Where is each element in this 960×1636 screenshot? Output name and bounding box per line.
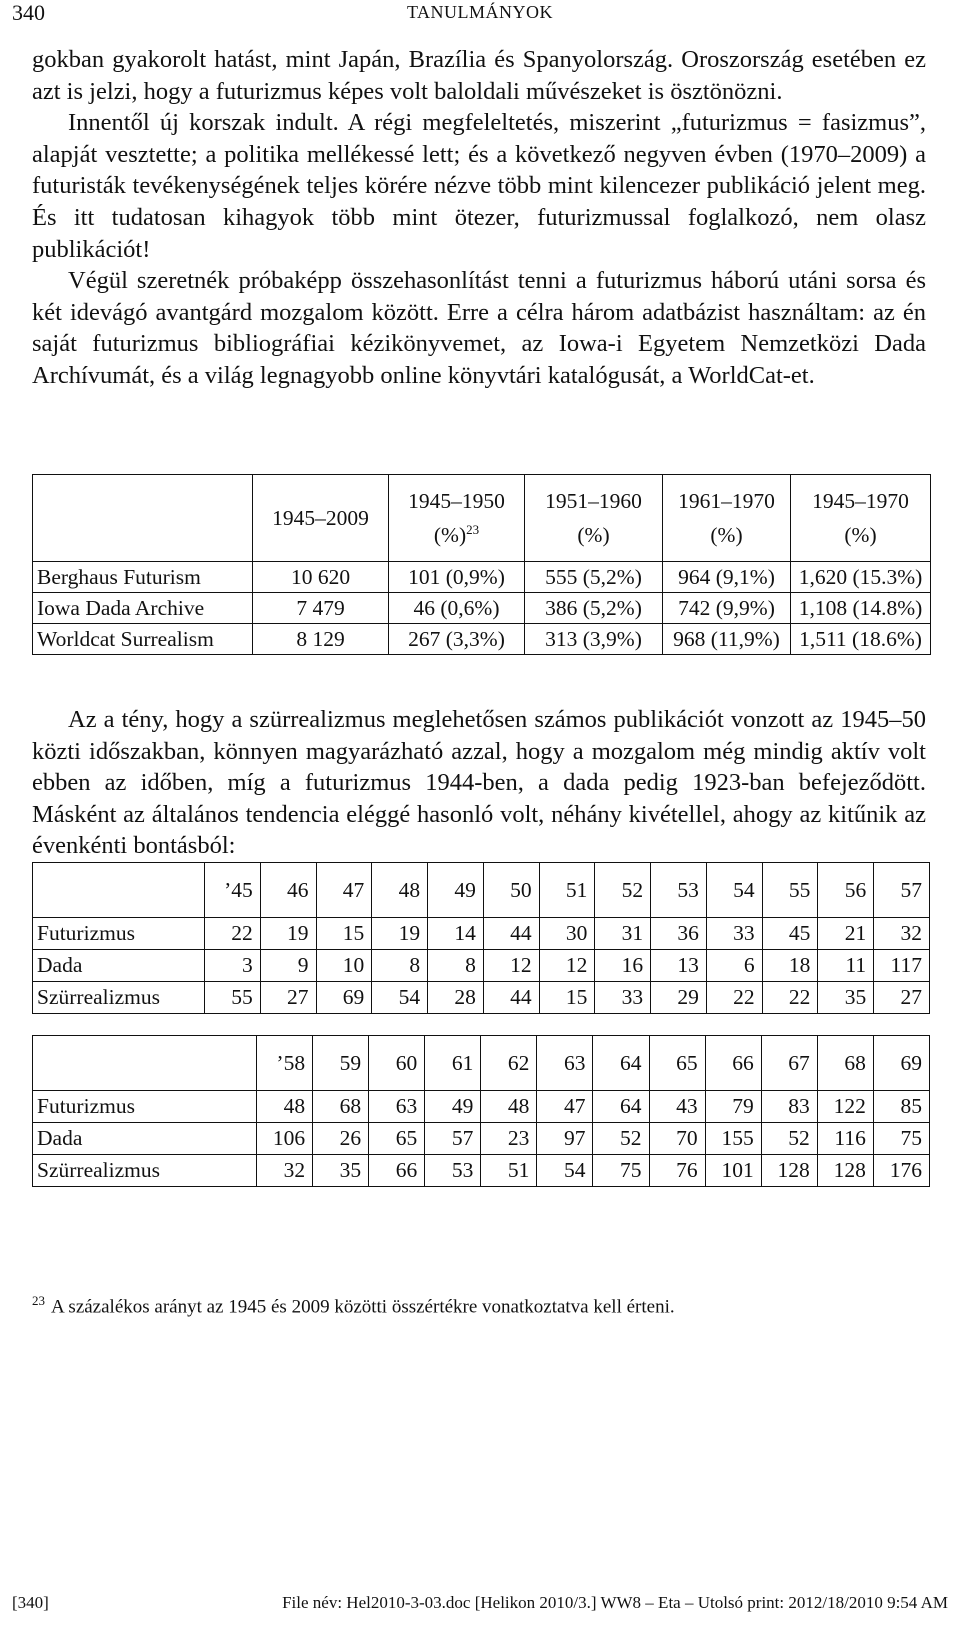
row-label: Szürrealizmus xyxy=(33,982,205,1014)
table-cell: 22 xyxy=(205,918,261,950)
year-cell: 47 xyxy=(316,863,372,918)
year-table-1945-1957 xyxy=(32,862,930,1014)
table-row xyxy=(33,950,930,982)
year-cell: 49 xyxy=(428,863,484,918)
year-cell: 69 xyxy=(873,1036,929,1091)
footer-file-info: File név: Hel2010-3-03.doc [Helikon 2010/3.] WW8 – Eta – Utolsó print: 2012/18/2010 9:54 AM xyxy=(282,1593,948,1612)
table-cell: 68 xyxy=(313,1091,369,1123)
table-cell: 15 xyxy=(539,982,595,1014)
table-cell: 48 xyxy=(481,1091,537,1123)
table-cell: 64 xyxy=(593,1091,649,1123)
year-cell: 66 xyxy=(705,1036,761,1091)
row-label: Iowa Dada Archive xyxy=(33,593,253,624)
table-cell: 117 xyxy=(874,950,930,982)
running-head: TANULMÁNYOK xyxy=(406,2,554,22)
table-cell: 8 xyxy=(428,950,484,982)
table-cell: 22 xyxy=(762,982,818,1014)
table-cell: 57 xyxy=(425,1123,481,1155)
table-cell: 97 xyxy=(537,1123,593,1155)
table-cell: 964 (9,1%) xyxy=(663,562,791,593)
table-cell: 26 xyxy=(313,1123,369,1155)
table-cell: 66 xyxy=(369,1155,425,1187)
row-label: Dada xyxy=(33,950,205,982)
table-cell: 968 (11,9%) xyxy=(663,624,791,655)
table-cell: 1,620 (15.3%) xyxy=(791,562,931,593)
page-header xyxy=(12,0,948,30)
year-table-1958-1969 xyxy=(32,1035,930,1187)
year-cell: 63 xyxy=(537,1036,593,1091)
stats-header-row xyxy=(33,475,931,562)
table-cell: 32 xyxy=(257,1155,313,1187)
stats-header-cell: 1945–2009 xyxy=(253,475,389,562)
footnote-text: A százalékos arányt az 1945 és 2009 közötti összértékre vonatkoztatva kell érteni. xyxy=(51,1296,675,1318)
table-cell: 85 xyxy=(873,1091,929,1123)
table-cell: 386 (5,2%) xyxy=(525,593,663,624)
table-row xyxy=(33,1123,930,1155)
table-cell: 742 (9,9%) xyxy=(663,593,791,624)
year-cell: ’45 xyxy=(205,863,261,918)
table-cell: 44 xyxy=(483,982,539,1014)
table-cell: 19 xyxy=(260,918,316,950)
table-cell: 70 xyxy=(649,1123,705,1155)
table-cell: 33 xyxy=(706,918,762,950)
table-cell: 52 xyxy=(761,1123,817,1155)
table-cell: 35 xyxy=(818,982,874,1014)
table-cell: 51 xyxy=(481,1155,537,1187)
table-cell: 28 xyxy=(428,982,484,1014)
year-cell: 55 xyxy=(762,863,818,918)
table-cell: 75 xyxy=(593,1155,649,1187)
table-cell: 116 xyxy=(817,1123,873,1155)
stats-header-cell: 1951–1960 (%) xyxy=(525,475,663,562)
table-cell: 49 xyxy=(425,1091,481,1123)
table-cell: 21 xyxy=(818,918,874,950)
table-cell: 8 129 xyxy=(253,624,389,655)
table-cell: 31 xyxy=(595,918,651,950)
table-cell: 10 xyxy=(316,950,372,982)
year-cell: 54 xyxy=(706,863,762,918)
table-cell: 176 xyxy=(873,1155,929,1187)
paragraph-4: Az a tény, hogy a szürrealizmus meglehetősen számos publikációt vonzott az 1945–50 közti időszakban, könnyen magyarázható azzal, hogy a mozgalom még mindig aktív volt ebben az időben, míg a futurizmus 1944-ben, a dada pedig 1923-ban befejeződött. Másként az általános tendencia eléggé hasonló volt, néhány kivétellel, ahogy az kitűnik az évenkénti bontásból: xyxy=(32,706,926,860)
table-cell: 83 xyxy=(761,1091,817,1123)
table-cell: 53 xyxy=(425,1155,481,1187)
table-cell: 8 xyxy=(372,950,428,982)
table-row xyxy=(33,918,930,950)
footnote-mark: 23 xyxy=(32,1293,45,1308)
year-cell: 68 xyxy=(817,1036,873,1091)
year-cell: 56 xyxy=(818,863,874,918)
table-cell: 79 xyxy=(705,1091,761,1123)
year-cell: 61 xyxy=(425,1036,481,1091)
year-cell: 65 xyxy=(649,1036,705,1091)
footer-page-ref: [340] xyxy=(12,1593,49,1612)
year-cell: 59 xyxy=(313,1036,369,1091)
year-cell: 67 xyxy=(761,1036,817,1091)
table-row xyxy=(33,562,931,593)
table-cell: 128 xyxy=(817,1155,873,1187)
table-cell: 9 xyxy=(260,950,316,982)
year-cell: 60 xyxy=(369,1036,425,1091)
table-cell: 555 (5,2%) xyxy=(525,562,663,593)
year-cell: 64 xyxy=(593,1036,649,1091)
table-cell: 76 xyxy=(649,1155,705,1187)
year-header-empty xyxy=(33,863,205,918)
table-cell: 46 (0,6%) xyxy=(389,593,525,624)
table-cell: 1,108 (14.8%) xyxy=(791,593,931,624)
row-label: Dada xyxy=(33,1123,257,1155)
table-row xyxy=(33,593,931,624)
table-cell: 54 xyxy=(537,1155,593,1187)
table-cell: 10 620 xyxy=(253,562,389,593)
table-cell: 122 xyxy=(817,1091,873,1123)
table-cell: 36 xyxy=(651,918,707,950)
table-cell: 65 xyxy=(369,1123,425,1155)
year-cell: 57 xyxy=(874,863,930,918)
table-cell: 23 xyxy=(481,1123,537,1155)
table-cell: 44 xyxy=(483,918,539,950)
year-header-empty xyxy=(33,1036,257,1091)
table-cell: 19 xyxy=(372,918,428,950)
row-label: Futurizmus xyxy=(33,918,205,950)
table-cell: 7 479 xyxy=(253,593,389,624)
year-cell: 62 xyxy=(481,1036,537,1091)
stats-header-cell: 1961–1970 (%) xyxy=(663,475,791,562)
year-cell: 48 xyxy=(372,863,428,918)
table-cell: 30 xyxy=(539,918,595,950)
row-label: Futurizmus xyxy=(33,1091,257,1123)
row-label: Berghaus Futurism xyxy=(33,562,253,593)
year-cell: 51 xyxy=(539,863,595,918)
year-header-row xyxy=(33,863,930,918)
table-cell: 45 xyxy=(762,918,818,950)
table-cell: 6 xyxy=(706,950,762,982)
paragraph-2: Innentől új korszak indult. A régi megfeleltetés, miszerint „futurizmus = fasizmus”, alapját vesztette; a politika mellékessé lett; és a következő negyven évben (1970–2009) a futuristák tevékenységének teljes körére nézve több mint kilencezer publikáció jelent meg. És itt tudatosan kihagyok több mint ötezer, futurizmussal foglalkozó, nem olasz publikációt! xyxy=(32,109,926,263)
table-cell: 267 (3,3%) xyxy=(389,624,525,655)
table-cell: 69 xyxy=(316,982,372,1014)
stats-header-cell: 1945–1950 (%)$^{23}$ xyxy=(389,475,525,562)
table-cell: 55 xyxy=(205,982,261,1014)
table-cell: 101 xyxy=(705,1155,761,1187)
table-cell: 32 xyxy=(874,918,930,950)
table-cell: 313 (3,9%) xyxy=(525,624,663,655)
table-cell: 48 xyxy=(257,1091,313,1123)
table-cell: 43 xyxy=(649,1091,705,1123)
table-row xyxy=(33,982,930,1014)
year-cell: ’58 xyxy=(257,1036,313,1091)
text-block-top xyxy=(32,44,926,392)
paragraph-1: gokban gyakorolt hatást, mint Japán, Brazília és Spanyolország. Oroszország esetében ez azt is jelzi, hogy a futurizmus képes volt baloldali művészeket is ösztönözni. xyxy=(32,46,926,105)
table-cell: 1,511 (18.6%) xyxy=(791,624,931,655)
table-cell: 12 xyxy=(539,950,595,982)
year-cell: 46 xyxy=(260,863,316,918)
table-cell: 27 xyxy=(260,982,316,1014)
text-block-middle xyxy=(32,704,926,862)
table-cell: 63 xyxy=(369,1091,425,1123)
table-cell: 16 xyxy=(595,950,651,982)
table-cell: 54 xyxy=(372,982,428,1014)
footnote xyxy=(32,1293,675,1318)
table-cell: 3 xyxy=(205,950,261,982)
table-cell: 52 xyxy=(593,1123,649,1155)
year-cell: 52 xyxy=(595,863,651,918)
footnote-ref: 23 xyxy=(466,521,480,537)
table-row xyxy=(33,1091,930,1123)
stats-header-cell: 1945–1970 (%) xyxy=(791,475,931,562)
table-cell: 11 xyxy=(818,950,874,982)
table-cell: 22 xyxy=(706,982,762,1014)
table-cell: 27 xyxy=(874,982,930,1014)
page-number: 340 xyxy=(12,0,45,25)
table-cell: 155 xyxy=(705,1123,761,1155)
paragraph-3: Végül szeretnék próbaképp összehasonlítást tenni a futurizmus háború utáni sorsa és két idevágó avantgárd mozgalom között. Erre a célra három adatbázist használtam: az én saját futurizmus bibliográfiai kézikönyvemet, az Iowa-i Egyetem Nemzetközi Dada Archívumát, és a világ legnagyobb online könyvtári katalógusát, a WorldCat-et. xyxy=(32,267,926,389)
table-cell: 12 xyxy=(483,950,539,982)
table-cell: 33 xyxy=(595,982,651,1014)
table-cell: 13 xyxy=(651,950,707,982)
year-cell: 53 xyxy=(651,863,707,918)
stats-header-empty xyxy=(33,475,253,562)
table-cell: 106 xyxy=(257,1123,313,1155)
year-cell: 50 xyxy=(483,863,539,918)
row-label: Worldcat Surrealism xyxy=(33,624,253,655)
table-cell: 14 xyxy=(428,918,484,950)
table-cell: 29 xyxy=(651,982,707,1014)
table-cell: 47 xyxy=(537,1091,593,1123)
row-label: Szürrealizmus xyxy=(33,1155,257,1187)
table-row xyxy=(33,1155,930,1187)
table-row xyxy=(33,624,931,655)
table-cell: 75 xyxy=(873,1123,929,1155)
table-cell: 18 xyxy=(762,950,818,982)
table-cell: 128 xyxy=(761,1155,817,1187)
table-cell: 35 xyxy=(313,1155,369,1187)
table-cell: 15 xyxy=(316,918,372,950)
year-header-row xyxy=(33,1036,930,1091)
table-cell: 101 (0,9%) xyxy=(389,562,525,593)
stats-table xyxy=(32,474,931,655)
